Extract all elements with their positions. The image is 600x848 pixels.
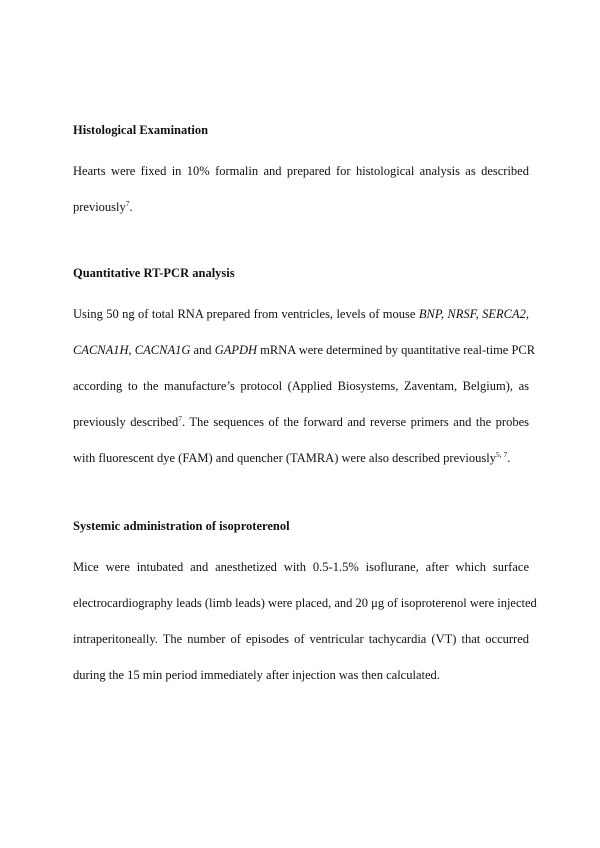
section-heading: Histological Examination — [73, 123, 209, 137]
section-quantitative-rt-pcr — [73, 265, 536, 476]
italic-term: GAPDH — [214, 343, 258, 357]
italic-term: CACNA1H, CACNA1G — [73, 343, 191, 357]
paragraph-line: intraperitoneally. The number of episodes of ventricular tachycardia (VT) that occurred — [73, 632, 529, 646]
section-heading: Systemic administration of isoproterenol — [73, 519, 290, 533]
paragraph-line: during the 15 min period immediately after injection was then calculated. — [73, 668, 440, 682]
paragraph-line: CACNA1H, CACNA1G and GAPDH mRNA were determined by quantitative real-time PCR — [73, 343, 536, 357]
section-paragraph — [73, 549, 537, 693]
section-paragraph — [73, 153, 529, 225]
section-paragraph — [73, 296, 536, 476]
paragraph-line: Mice were intubated and anesthetized with 0.5-1.5% isoflurane, after which surface — [73, 560, 529, 574]
italic-term: BNP, NRSF, SERCA2, — [418, 307, 529, 321]
paragraph-line: previously$^7$. — [73, 198, 133, 214]
citation-superscript: 7 — [178, 413, 182, 423]
paragraph-line: Using 50 ng of total RNA prepared from ventricles, levels of mouse BNP, NRSF, SERCA2, — [73, 307, 529, 321]
paragraph-line: with fluorescent dye (FAM) and quencher (TAMRA) were also described previously$^{5, 7}$. — [73, 449, 511, 465]
citation-superscript: 7 — [125, 198, 130, 208]
citation-superscript: 5, 7 — [495, 449, 508, 459]
paragraph-line: previously described$^7$. The sequences of the forward and reverse primers and the probes — [73, 413, 529, 429]
section-heading: Quantitative RT-PCR analysis — [73, 266, 235, 280]
paragraph-line: electrocardiography leads (limb leads) were placed, and 20 μg of isoproterenol were injected — [73, 596, 537, 610]
section-histological-examination — [73, 122, 529, 225]
section-systemic-administration — [73, 518, 537, 693]
paragraph-line: according to the manufacture’s protocol (Applied Biosystems, Zaventam, Belgium), as — [73, 379, 529, 393]
paragraph-line: Hearts were fixed in 10% formalin and prepared for histological analysis as described — [73, 164, 529, 178]
